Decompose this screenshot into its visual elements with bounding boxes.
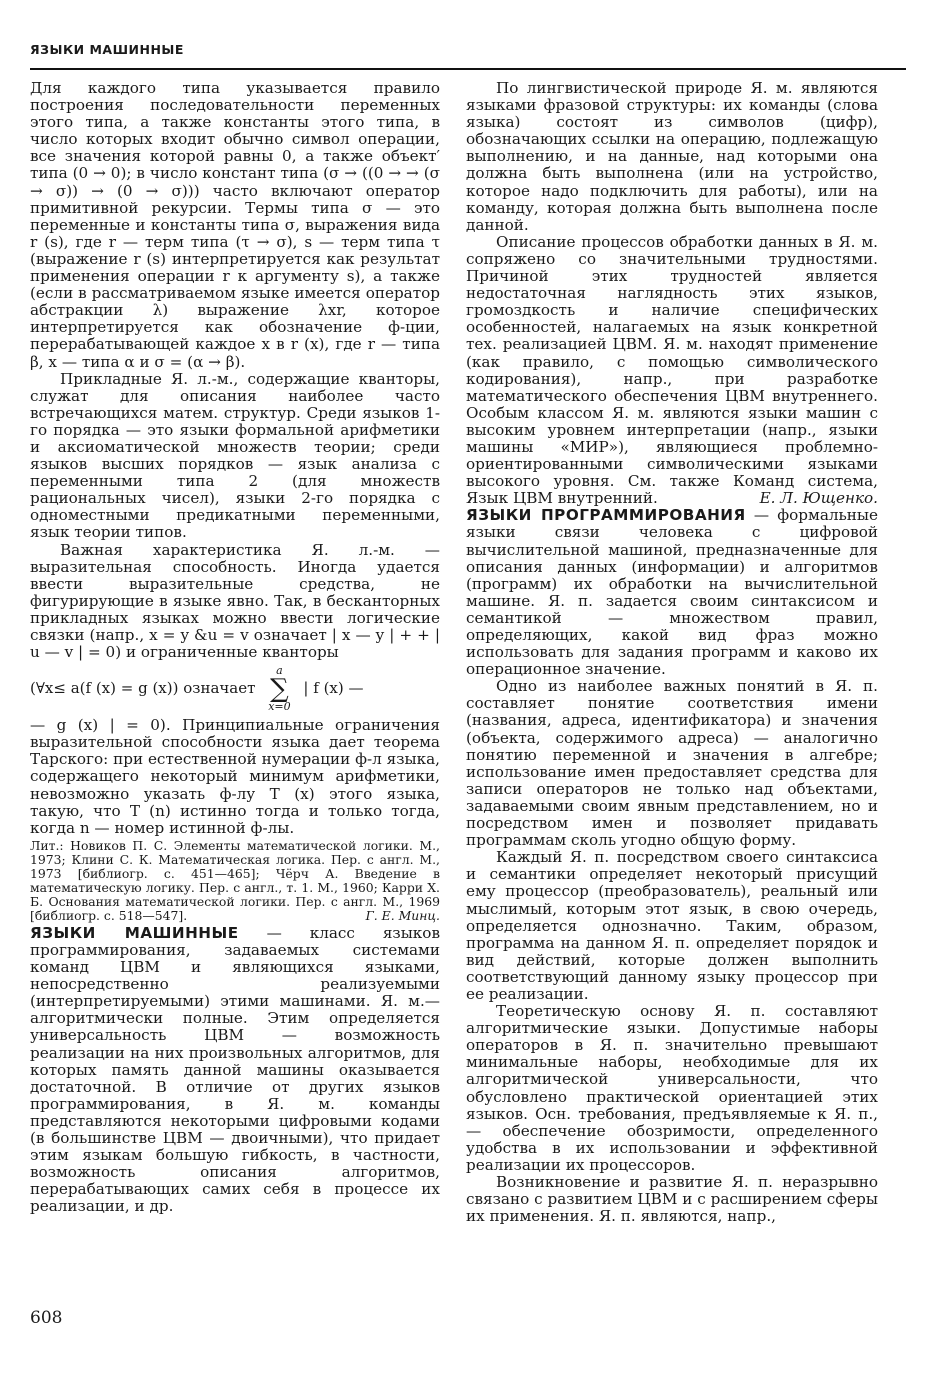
paragraph: [466, 234, 878, 508]
paragraph: Прикладные Я. л.-м., содержащие кванторы, служат для описания наиболее часто встречающихся матем. структур. Среди языков 1-го порядка — это языки формальной арифметики и аксиоматической множеств теории; среди языков высших порядков — язык анализа с переменными типа 2 (для множеств рациональных чисел), языки 2-го порядка с одноместными предикатными переменными, язык теории типов.: [30, 369, 440, 542]
summation-sign: [268, 665, 290, 713]
sum-symbol: ∑: [270, 674, 289, 705]
right-column: [466, 80, 878, 1225]
left-column: [30, 80, 440, 1215]
paragraph: Теоретическую основу Я. п. составляют алгоритмические языки. Допустимые наборы операторов в Я. п. значительно превышают минимальные наборы, необходимые для их алгоритмической универсальности, что обусловлено практической ориентацией этих языков. Осн. требования, предъявляемые к Я. п.,— обеспечение обозримости, определенного удобства в их использовании и эффективной реализации их процессоров.: [466, 1002, 878, 1174]
paragraph: Одно из наиболее важных понятий в Я. п. составляет понятие соответствия имени (названия, адреса, идентификатора) и значения (объекта, содержимого адреса) — аналогично понятию переменной и значения в алгебре; использование имен предоставляет средства для записи операторов не только над объектами, задаваемыми своим явным представлением, но и посредством имен и позволяет придавать программам сколь угодно общую форму.: [466, 677, 878, 850]
formula: [30, 665, 440, 713]
paragraph: Возникновение и развитие Я. п. неразрывно связано с развитием ЦВМ и с расширением сферы их применения. Я. п. являются, напр.,: [466, 1173, 878, 1226]
literature-list: [30, 839, 440, 923]
paragraph-text: Описание процессов обработки данных в Я. м. сопряжено со значительными трудностями. Причиной этих трудностей является недостаточная наглядность этих языков, громоздкость и наличие специфических особенностей, налагаемых на язык конкретной тех. реализацией ЦВМ. Я. м. находят применение (как правило, с помощью символического кодирования), напр., при разработке математического обеспечения ЦВМ внутреннего. Особым классом Я. м. являются языки машин с высоким уровнем интерпретации (напр., языки машины «МИР»), являющиеся проблемно-ориентированными символическими языками высокого уровня. См. также Команд система, Язык ЦВМ внутренний.: [466, 232, 878, 508]
entry-paragraph: [466, 507, 878, 678]
sum-lower-limit: x=0: [268, 700, 291, 714]
sum-upper-limit: a: [276, 664, 283, 678]
formula-right: | f (x) —: [303, 679, 364, 698]
page-number: 608: [30, 1308, 63, 1328]
literature-text: Лит.: Новиков П. С. Элементы математической логики. М., 1973; Клини С. К. Математическая логика. Пер. с англ. М., 1973 [библиогр. с. 451—465]; Чёрч А. Введение в математическую логику. Пер. с англ., т. 1. М., 1960; Карри Х. Б. Основания математической логики. Пер. с англ. М., 1969 [библиогр. с. 518—547].: [30, 837, 440, 923]
header-rule: [30, 68, 906, 70]
paragraph: — g (x) | = 0). Принципиальные ограничения выразительной способности языка дает теорема Тарского: при естественной нумерации ф-л языка, содержащего некоторый минимум арифметики, невозможно указать ф-лу T (x) этого языка, такую, что T (n) истинно тогда и только тогда, когда n — номер истинной ф-лы.: [30, 716, 440, 837]
formula-left: (∀x≤ a(f (x) = g (x)) означает: [30, 679, 256, 698]
author-signature: Е. Л. Ющенко.: [759, 489, 878, 508]
entry-text: — класс языков программирования, задаваемых системами команд ЦВМ и являющихся языками, непосредственно реализуемыми (интерпретируемыми) этими машинами. Я. м.— алгоритмически полные. Этим определяется универсальность ЦВМ — возможность реализации на них произвольных алгоритмов, для которых память данной машины оказывается достаточной. В отличие от других языков программирования, в Я. м. команды представляются некоторыми цифровыми кодами (в большинстве ЦВМ — двоичными), что придает этим языкам большую гибкость, в частности, возможность описания алгоритмов, перерабатывающих самих себя в процессе их реализации, и др.: [30, 923, 440, 1216]
entry-text: — формальные языки связи человека с цифровой вычислительной машиной, предназначенные для описания данных (информации) и алгоритмов (программ) их обработки на вычислительной машине. Я. п. задается своим синтаксисом и семантикой — множеством правил, определяющих, какой вид фраз можно использовать для задания программ и каково их операционное значение.: [466, 506, 878, 679]
author-signature: Г. Е. Минц.: [365, 907, 440, 923]
entry-term: ЯЗЫКИ МАШИННЫЕ: [30, 923, 239, 942]
paragraph: Каждый Я. п. посредством своего синтаксиса и семантики определяет некоторый присущий ему процессор (преобразователь), реальный или мыслимый, которым этот язык, в свою очередь, определяется однозначно. Таким, образом, программа на данном Я. п. определяет порядок и вид действий, которые должен выполнить соответствующий данному языку процессор при ее реализации.: [466, 848, 878, 1003]
entry-paragraph: [30, 925, 440, 1216]
entry-term: ЯЗЫКИ ПРОГРАММИРОВАНИЯ: [466, 506, 746, 525]
running-header: ЯЗЫКИ МАШИННЫЕ: [30, 42, 184, 57]
paragraph: Для каждого типа указывается правило построения последовательности переменных этого типа, а также константы этого типа, в число которых входит обычно символ операции, все значения которой равны 0, а также объект′ типа (0 → 0); в число констант типа (σ → ((0 → → (σ → σ)) → (0 → σ))) часто включают оператор примитивной рекурсии. Термы типа σ — это переменные и константы типа σ, выражения вида r (s), где r — терм типа (τ → σ), s — терм типа τ (выражение r (s) интерпретируется как результат применения операции r к аргументу s), а также (если в рассматриваемом языке имеется оператор абстракции λ) выражение λxr, которое интерпретируется как обозначение ф-ции, перерабатывающей каждое x в r (x), где r — типа β, x — типа α и σ = (α → β).: [30, 79, 440, 371]
paragraph: По лингвистической природе Я. м. являются языками фразовой структуры: их команды (слова языка) состоят из символов (цифр), обозначающих ссылки на операцию, подлежащую выполнению, и на данные, над которыми она должна быть выполнена (или на устройство, которое надо подключить для работы), или на команду, которая должна быть выполнена после данной.: [466, 79, 878, 234]
paragraph: Важная характеристика Я. л.-м. — выразительная способность. Иногда удается ввести выразительные средства, не фигурирующие в языке явно. Так, в бесканторных прикладных языках можно ввести логические связки (напр., x = y &u = v означает | x — y | + + | u — v | = 0) и ограниченные кванторы: [30, 540, 440, 662]
